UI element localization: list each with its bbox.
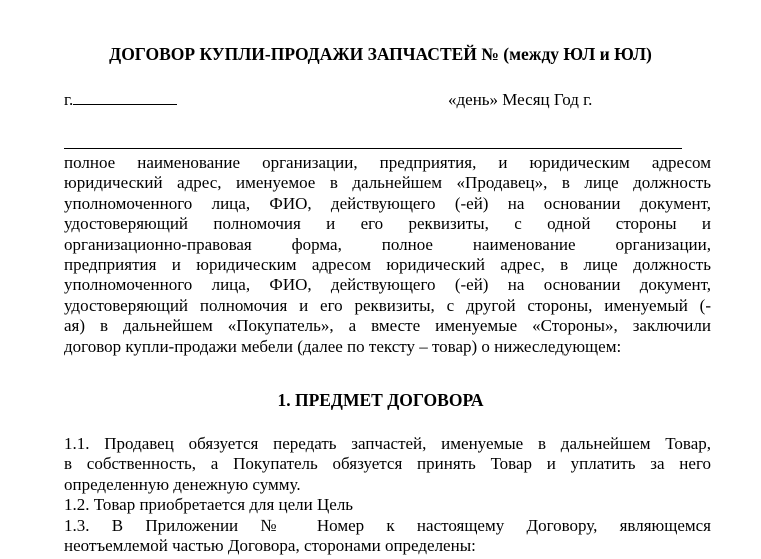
parties-line: удостоверяющий полномочия и его реквизиты, с другой стороны, именуемый (-: [64, 295, 711, 315]
parties-line: договор купли-продажи мебели (далее по тексту – товар) о нижеследующем:: [64, 336, 622, 356]
parties-line: уполномоченного лица, ФИО, действующего (-ей) на основании документ,: [64, 193, 711, 213]
parties-line: предприятия и юридическим адресом юридический адрес, в лице должность: [64, 254, 711, 274]
city-label: г.: [64, 90, 74, 109]
section1-line: 1.2. Товар приобретается для цели Цель: [64, 495, 354, 515]
document-title: ДОГОВОР КУПЛИ-ПРОДАЖИ ЗАПЧАСТЕЙ № (между ЮЛ и ЮЛ): [109, 44, 652, 64]
parties-paragraph: [64, 153, 711, 357]
section1-line: определенную денежную сумму.: [64, 474, 301, 494]
parties-line: юридический адрес, именуемое в дальнейшем «Продавец», в лице должность: [64, 173, 711, 193]
parties-line: ая) в дальнейшем «Покупатель», а вместе именуемые «Стороны», заключили: [64, 316, 711, 336]
section1-line: 1.1. Продавец обязуется передать запчастей, именуемые в дальнейшем Товар,: [64, 434, 711, 453]
parties-line: удостоверяющий полномочия и его реквизиты, с одной стороны и: [64, 214, 711, 234]
parties-line: полное наименование организации, предприятия, и юридическим адресом: [64, 153, 711, 172]
parties-line: организационно-правовая форма, полное наименование организации,: [64, 234, 711, 254]
section1-paragraph: [64, 434, 711, 556]
section1-line: неотъемлемой частью Договора, сторонами определены:: [64, 535, 476, 555]
section1-line: 1.3. В Приложении № Номер к настоящему Договору, являющемся: [64, 515, 711, 535]
section1-line: в собственность, а Покупатель обязуется принять Товар и уплатить за него: [64, 454, 711, 474]
contract-date: «день» Месяц Год г.: [448, 90, 593, 109]
section-heading: 1. ПРЕДМЕТ ДОГОВОРА: [277, 390, 484, 410]
city-field: [64, 90, 177, 110]
parties-line: уполномоченного лица, ФИО, действующего (-ей) на основании документ,: [64, 275, 711, 295]
city-blank: [73, 90, 177, 105]
party-name-blank-line: [64, 148, 682, 149]
